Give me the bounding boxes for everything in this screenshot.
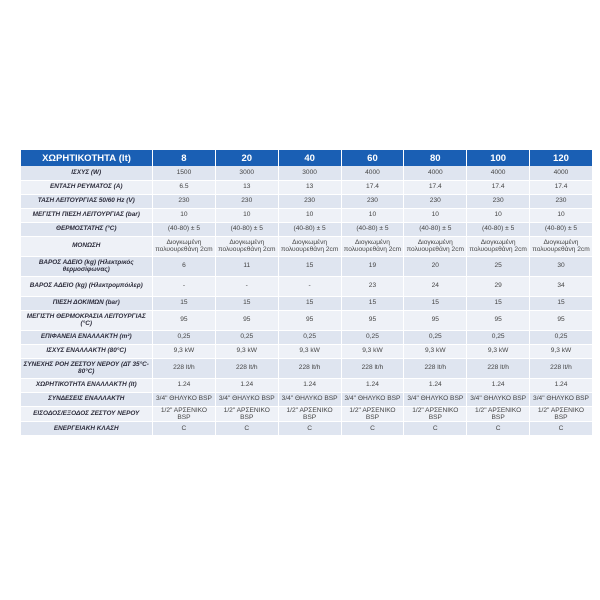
spec-value-cell: 95 bbox=[278, 310, 341, 330]
spec-value-cell: 29 bbox=[467, 276, 530, 296]
spec-value-cell: 23 bbox=[341, 276, 404, 296]
spec-value-cell: 228 lt/h bbox=[215, 358, 278, 378]
spec-value-cell: Διογκωμένη πολυουρεθάνη 2cm bbox=[215, 236, 278, 256]
spec-value-cell: 228 lt/h bbox=[153, 358, 216, 378]
spec-row-label: ΧΩΡΗΤΙΚΟΤΗΤΑ ΕΝΑΛΛΑΚΤΗ (lt) bbox=[21, 378, 153, 392]
spec-value-cell: 0,25 bbox=[341, 330, 404, 344]
spec-value-cell: 3/4" ΘΗΛΥΚΟ BSP bbox=[530, 392, 593, 406]
spec-value-cell: 6 bbox=[153, 256, 216, 276]
spec-row-label: ΜΟΝΩΣΗ bbox=[21, 236, 153, 256]
spec-row-label: ΕΝΕΡΓΕΙΑΚΗ ΚΛΑΣΗ bbox=[21, 422, 153, 436]
spec-value-cell: 228 lt/h bbox=[341, 358, 404, 378]
spec-value-cell: 3/4" ΘΗΛΥΚΟ BSP bbox=[278, 392, 341, 406]
spec-row-label: ΕΠΙΦΑΝΕΙΑ ΕΝΑΛΛΑΚΤΗ (m²) bbox=[21, 330, 153, 344]
spec-value-cell: 9,3 kW bbox=[404, 344, 467, 358]
spec-value-cell: 1500 bbox=[153, 166, 216, 180]
spec-value-cell: 17.4 bbox=[341, 180, 404, 194]
capacity-header-label: ΧΩΡΗΤΙΚΟΤΗΤΑ (lt) bbox=[21, 150, 153, 166]
spec-value-cell: 11 bbox=[215, 256, 278, 276]
spec-row bbox=[21, 166, 593, 180]
spec-value-cell: 0,25 bbox=[153, 330, 216, 344]
spec-value-cell: 34 bbox=[530, 276, 593, 296]
spec-value-cell: 1.24 bbox=[341, 378, 404, 392]
spec-value-cell: (40-80) ± 5 bbox=[153, 222, 216, 236]
spec-value-cell: 10 bbox=[278, 208, 341, 222]
spec-value-cell: 30 bbox=[530, 256, 593, 276]
spec-value-cell: 1/2" ΑΡΣΕΝΙΚΟ BSP bbox=[467, 406, 530, 422]
spec-value-cell: 15 bbox=[404, 296, 467, 310]
spec-value-cell: (40-80) ± 5 bbox=[215, 222, 278, 236]
spec-value-cell: 19 bbox=[341, 256, 404, 276]
spec-row-label: ΘΕΡΜΟΣΤΑΤΗΣ (°C) bbox=[21, 222, 153, 236]
spec-value-cell: 0,25 bbox=[530, 330, 593, 344]
spec-value-cell: Διογκωμένη πολυουρεθάνη 2cm bbox=[467, 236, 530, 256]
spec-value-cell: 1.24 bbox=[530, 378, 593, 392]
spec-value-cell: 15 bbox=[215, 296, 278, 310]
spec-row bbox=[21, 296, 593, 310]
spec-value-cell: 1.24 bbox=[153, 378, 216, 392]
spec-value-cell: Διογκωμένη πολυουρεθάνη 2cm bbox=[404, 236, 467, 256]
spec-value-cell: 230 bbox=[153, 194, 216, 208]
spec-value-cell: 228 lt/h bbox=[404, 358, 467, 378]
spec-row-label: ΣΥΝΕΧΗΣ ΡΟΗ ΖΕΣΤΟΥ ΝΕΡΟΥ (ΔΤ 35°C-80°C) bbox=[21, 358, 153, 378]
spec-value-cell: C bbox=[153, 422, 216, 436]
spec-value-cell: 17.4 bbox=[530, 180, 593, 194]
capacity-header-cell: 20 bbox=[215, 150, 278, 166]
spec-value-cell: 6.5 bbox=[153, 180, 216, 194]
spec-value-cell: 15 bbox=[530, 296, 593, 310]
spec-value-cell: Διογκωμένη πολυουρεθάνη 2cm bbox=[341, 236, 404, 256]
spec-row-label: ΠΙΕΣΗ ΔΟΚΙΜΩΝ (bar) bbox=[21, 296, 153, 310]
spec-value-cell: 4000 bbox=[530, 166, 593, 180]
spec-value-cell: C bbox=[341, 422, 404, 436]
spec-value-cell: (40-80) ± 5 bbox=[467, 222, 530, 236]
spec-row-label: ΜΕΓΙΣΤΗ ΘΕΡΜΟΚΡΑΣΙΑ ΛΕΙΤΟΥΡΓΙΑΣ (°C) bbox=[21, 310, 153, 330]
spec-row bbox=[21, 422, 593, 436]
spec-row-label: ΕΝΤΑΣΗ ΡΕΥΜΑΤΟΣ (A) bbox=[21, 180, 153, 194]
spec-value-cell: 3/4" ΘΗΛΥΚΟ BSP bbox=[341, 392, 404, 406]
spec-row bbox=[21, 194, 593, 208]
spec-value-cell: 230 bbox=[404, 194, 467, 208]
spec-value-cell: 0,25 bbox=[215, 330, 278, 344]
spec-value-cell: - bbox=[215, 276, 278, 296]
spec-value-cell: 230 bbox=[341, 194, 404, 208]
spec-value-cell: 9,3 kW bbox=[215, 344, 278, 358]
spec-value-cell: 0,25 bbox=[404, 330, 467, 344]
spec-row-label: ΕΙΣΟΔΟΣ/ΕΞΟΔΟΣ ΖΕΣΤΟΥ ΝΕΡΟΥ bbox=[21, 406, 153, 422]
spec-value-cell: 3/4" ΘΗΛΥΚΟ BSP bbox=[215, 392, 278, 406]
spec-value-cell: 95 bbox=[341, 310, 404, 330]
spec-value-cell: 3000 bbox=[215, 166, 278, 180]
spec-value-cell: 3/4" ΘΗΛΥΚΟ BSP bbox=[404, 392, 467, 406]
capacity-header-cell: 60 bbox=[341, 150, 404, 166]
spec-value-cell: 3000 bbox=[278, 166, 341, 180]
spec-value-cell: 4000 bbox=[404, 166, 467, 180]
spec-value-cell: 9,3 kW bbox=[341, 344, 404, 358]
spec-row-label: ΜΕΓΙΣΤΗ ΠΙΕΣΗ ΛΕΙΤΟΥΡΓΙΑΣ (bar) bbox=[21, 208, 153, 222]
spec-value-cell: 25 bbox=[467, 256, 530, 276]
spec-row bbox=[21, 276, 593, 296]
spec-value-cell: 4000 bbox=[341, 166, 404, 180]
spec-row bbox=[21, 310, 593, 330]
spec-table-body bbox=[21, 166, 593, 436]
spec-value-cell: 3/4" ΘΗΛΥΚΟ BSP bbox=[153, 392, 216, 406]
spec-row bbox=[21, 392, 593, 406]
capacity-header-cell: 40 bbox=[278, 150, 341, 166]
spec-value-cell: 17.4 bbox=[467, 180, 530, 194]
spec-value-cell: C bbox=[215, 422, 278, 436]
spec-value-cell: 24 bbox=[404, 276, 467, 296]
spec-value-cell: 9,3 kW bbox=[467, 344, 530, 358]
spec-value-cell: 95 bbox=[467, 310, 530, 330]
spec-value-cell: 0,25 bbox=[278, 330, 341, 344]
spec-value-cell: 4000 bbox=[467, 166, 530, 180]
spec-value-cell: 95 bbox=[215, 310, 278, 330]
spec-value-cell: (40-80) ± 5 bbox=[341, 222, 404, 236]
spec-value-cell: 10 bbox=[404, 208, 467, 222]
capacity-header-cell: 8 bbox=[153, 150, 216, 166]
spec-row bbox=[21, 256, 593, 276]
spec-value-cell: Διογκωμένη πολυουρεθάνη 2cm bbox=[530, 236, 593, 256]
spec-value-cell: Διογκωμένη πολυουρεθάνη 2cm bbox=[278, 236, 341, 256]
spec-value-cell: C bbox=[278, 422, 341, 436]
spec-value-cell: 15 bbox=[467, 296, 530, 310]
spec-value-cell: 10 bbox=[215, 208, 278, 222]
spec-value-cell: 13 bbox=[215, 180, 278, 194]
spec-value-cell: (40-80) ± 5 bbox=[530, 222, 593, 236]
spec-value-cell: 230 bbox=[215, 194, 278, 208]
spec-row-label: ΒΑΡΟΣ ΑΔΕΙΟ (kg) (Ηλεκτρομπόιλερ) bbox=[21, 276, 153, 296]
spec-table-container bbox=[20, 150, 592, 436]
spec-value-cell: 10 bbox=[153, 208, 216, 222]
spec-value-cell: C bbox=[467, 422, 530, 436]
spec-value-cell: 1/2" ΑΡΣΕΝΙΚΟ BSP bbox=[153, 406, 216, 422]
spec-value-cell: 1/2" ΑΡΣΕΝΙΚΟ BSP bbox=[341, 406, 404, 422]
spec-value-cell: 9,3 kW bbox=[153, 344, 216, 358]
spec-value-cell: 15 bbox=[278, 256, 341, 276]
spec-value-cell: C bbox=[404, 422, 467, 436]
spec-table bbox=[20, 150, 593, 436]
spec-value-cell: 0,25 bbox=[467, 330, 530, 344]
spec-value-cell: 95 bbox=[530, 310, 593, 330]
spec-value-cell: 1/2" ΑΡΣΕΝΙΚΟ BSP bbox=[215, 406, 278, 422]
spec-value-cell: 20 bbox=[404, 256, 467, 276]
spec-value-cell: 230 bbox=[530, 194, 593, 208]
spec-value-cell: 95 bbox=[404, 310, 467, 330]
spec-row-label: ΤΑΣΗ ΛΕΙΤΟΥΡΓΙΑΣ 50/60 Hz (V) bbox=[21, 194, 153, 208]
spec-value-cell: 228 lt/h bbox=[278, 358, 341, 378]
spec-value-cell: - bbox=[153, 276, 216, 296]
spec-value-cell: 10 bbox=[530, 208, 593, 222]
spec-value-cell: 15 bbox=[153, 296, 216, 310]
spec-row bbox=[21, 358, 593, 378]
spec-value-cell: 9,3 kW bbox=[278, 344, 341, 358]
spec-value-cell: 10 bbox=[467, 208, 530, 222]
spec-value-cell: 1/2" ΑΡΣΕΝΙΚΟ BSP bbox=[404, 406, 467, 422]
spec-value-cell: 228 lt/h bbox=[467, 358, 530, 378]
header-row bbox=[21, 150, 593, 166]
spec-value-cell: 1.24 bbox=[278, 378, 341, 392]
spec-value-cell: C bbox=[530, 422, 593, 436]
spec-row bbox=[21, 378, 593, 392]
spec-value-cell: 17.4 bbox=[404, 180, 467, 194]
spec-row bbox=[21, 208, 593, 222]
capacity-header-cell: 80 bbox=[404, 150, 467, 166]
spec-row bbox=[21, 236, 593, 256]
spec-value-cell: 1.24 bbox=[404, 378, 467, 392]
spec-value-cell: 15 bbox=[278, 296, 341, 310]
spec-row bbox=[21, 222, 593, 236]
spec-value-cell: 95 bbox=[153, 310, 216, 330]
spec-value-cell: 1/2" ΑΡΣΕΝΙΚΟ BSP bbox=[530, 406, 593, 422]
spec-value-cell: (40-80) ± 5 bbox=[278, 222, 341, 236]
spec-row bbox=[21, 406, 593, 422]
spec-row-label: ΒΑΡΟΣ ΑΔΕΙΟ (kg) (Ηλεκτρικός θερμοσίφωνας) bbox=[21, 256, 153, 276]
spec-value-cell: 10 bbox=[341, 208, 404, 222]
spec-value-cell: 1.24 bbox=[467, 378, 530, 392]
spec-row bbox=[21, 180, 593, 194]
spec-table-header bbox=[21, 150, 593, 166]
spec-value-cell: 1/2" ΑΡΣΕΝΙΚΟ BSP bbox=[278, 406, 341, 422]
capacity-header-cell: 120 bbox=[530, 150, 593, 166]
spec-value-cell: (40-80) ± 5 bbox=[404, 222, 467, 236]
spec-value-cell: 15 bbox=[341, 296, 404, 310]
spec-value-cell: 230 bbox=[467, 194, 530, 208]
spec-row bbox=[21, 344, 593, 358]
spec-value-cell: 13 bbox=[278, 180, 341, 194]
spec-row bbox=[21, 330, 593, 344]
spec-value-cell: 9,3 kW bbox=[530, 344, 593, 358]
spec-value-cell: 3/4" ΘΗΛΥΚΟ BSP bbox=[467, 392, 530, 406]
capacity-header-cell: 100 bbox=[467, 150, 530, 166]
spec-value-cell: 1.24 bbox=[215, 378, 278, 392]
spec-value-cell: 230 bbox=[278, 194, 341, 208]
spec-value-cell: Διογκωμένη πολυουρεθάνη 2cm bbox=[153, 236, 216, 256]
spec-value-cell: 228 lt/h bbox=[530, 358, 593, 378]
spec-row-label: ΙΣΧΥΣ ΕΝΑΛΛΑΚΤΗ (80°C) bbox=[21, 344, 153, 358]
spec-row-label: ΙΣΧΥΣ (W) bbox=[21, 166, 153, 180]
spec-row-label: ΣΥΝΔΕΣΕΙΣ ΕΝΑΛΛΑΚΤΗ bbox=[21, 392, 153, 406]
spec-value-cell: - bbox=[278, 276, 341, 296]
